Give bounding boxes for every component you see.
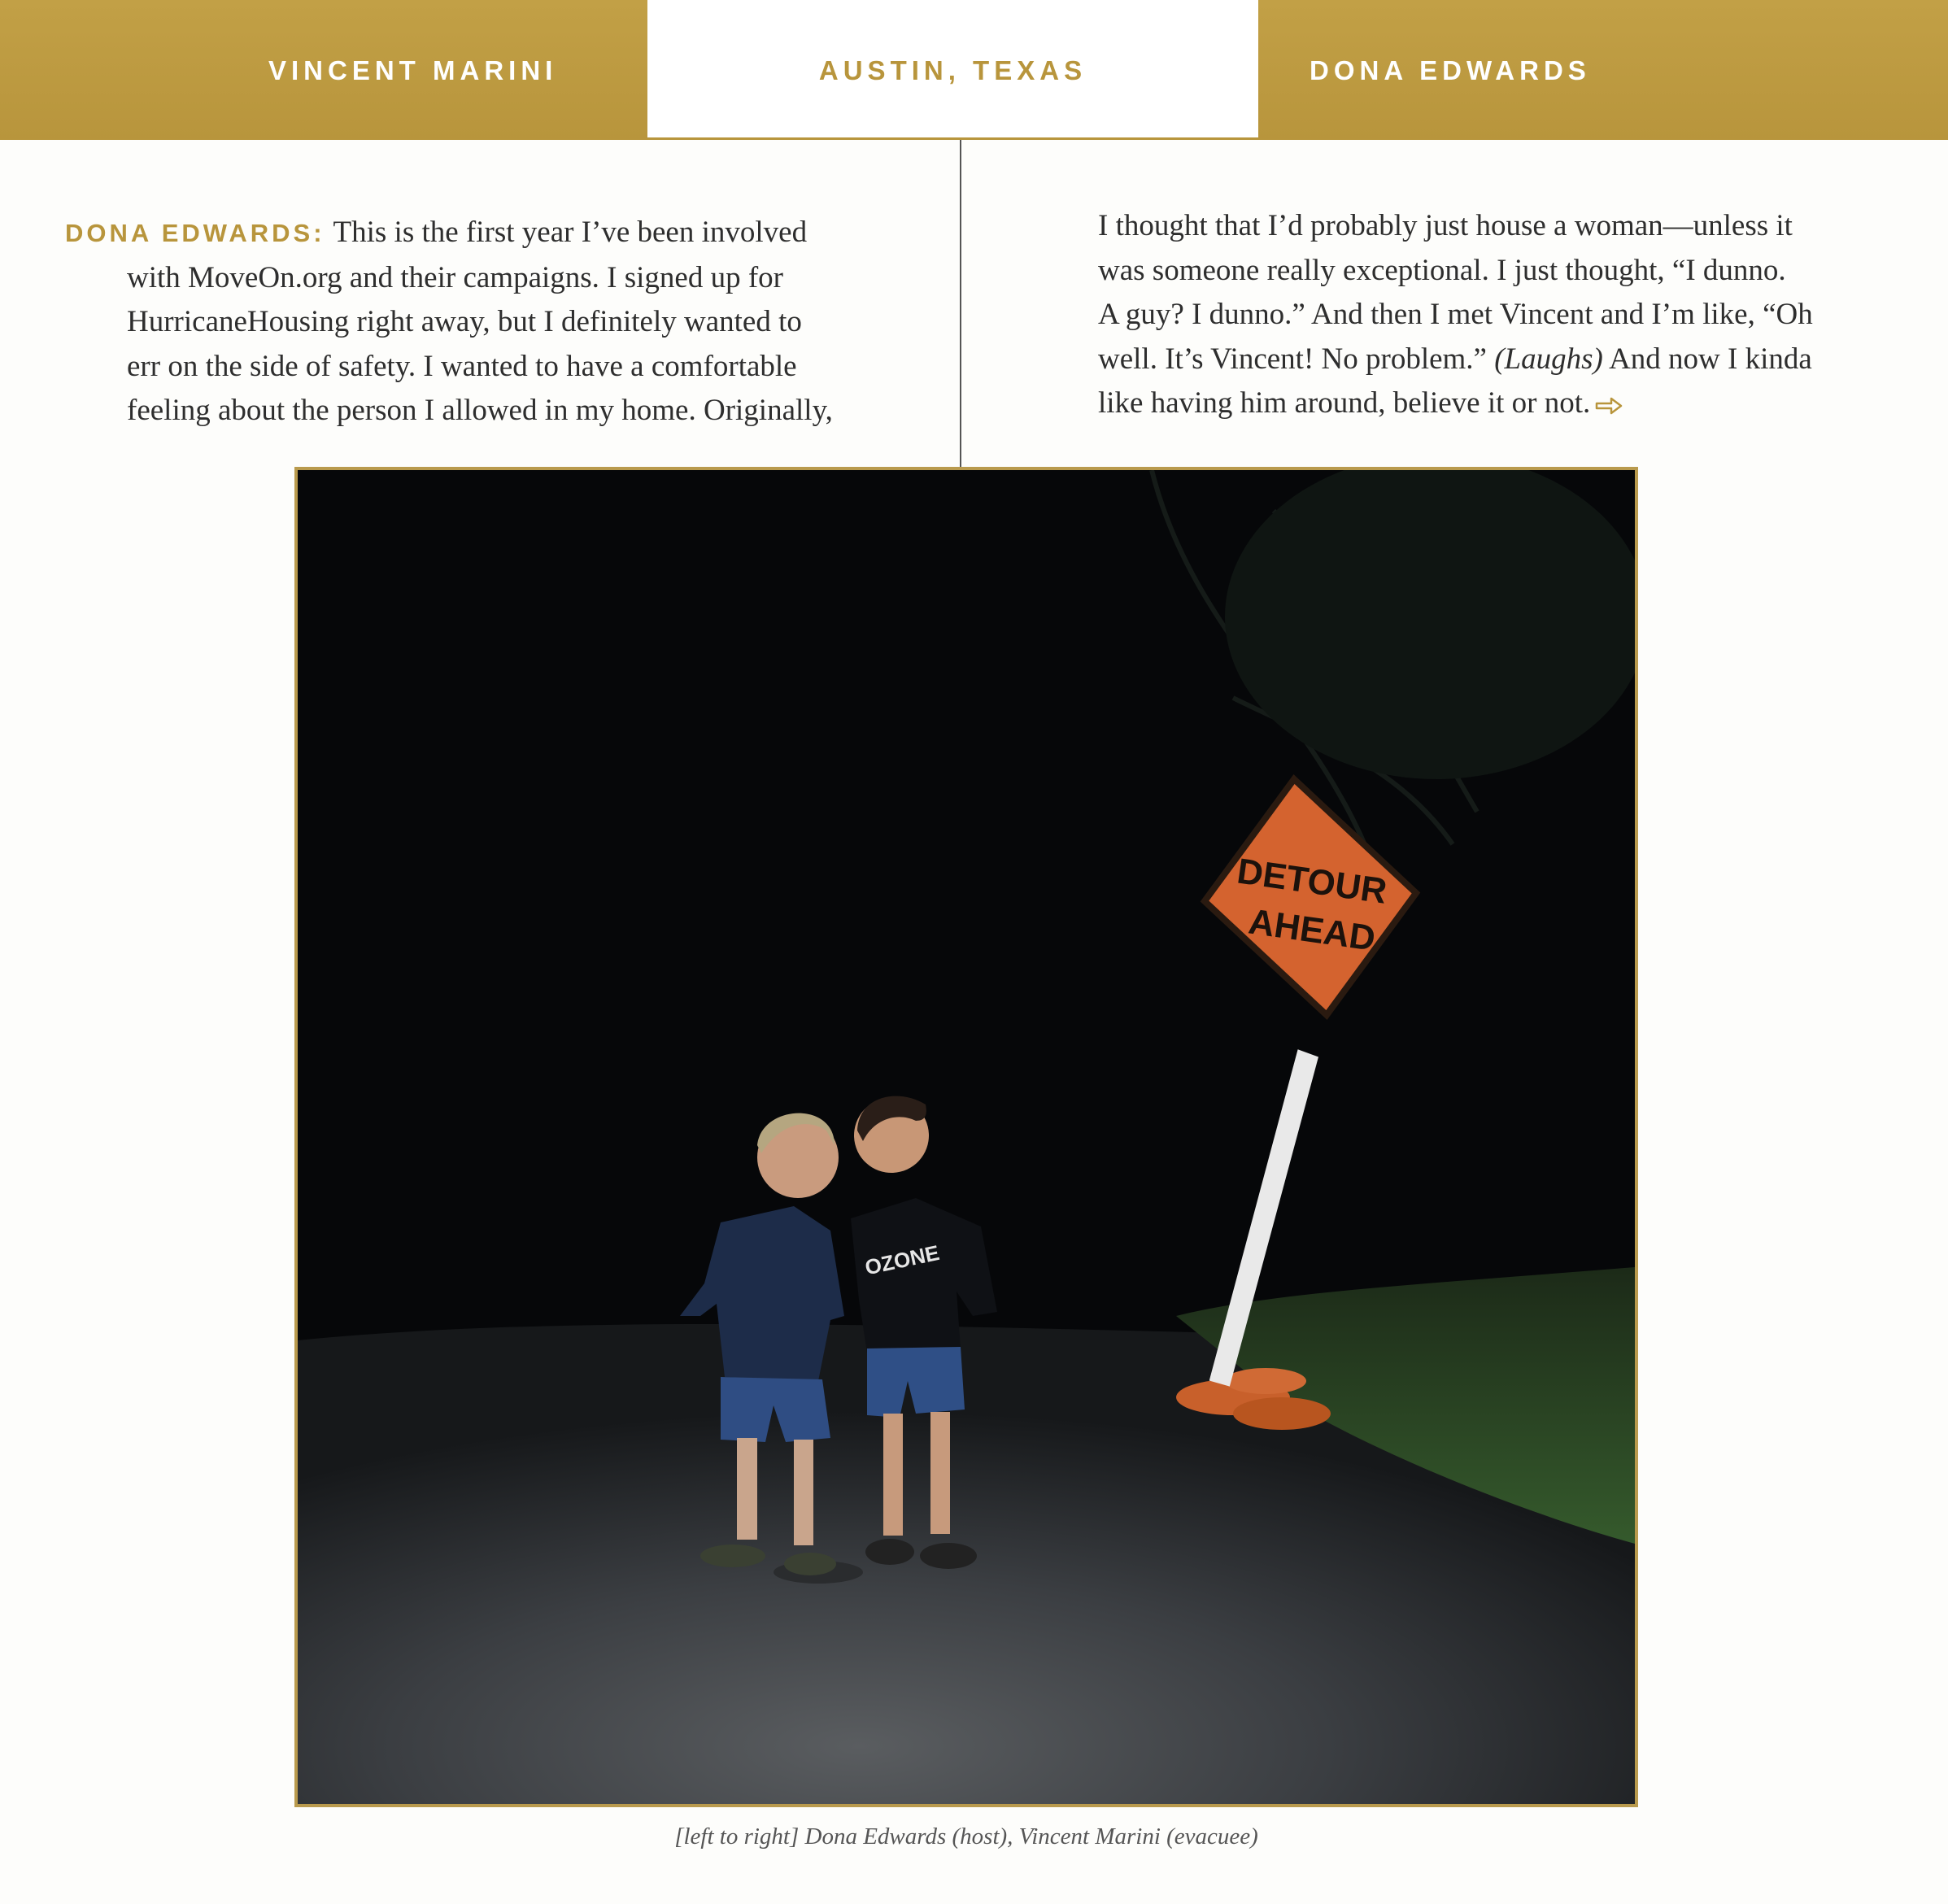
laughs-aside: (Laughs) xyxy=(1494,342,1603,376)
column-divider xyxy=(960,140,961,467)
header-right-name: DONA EDWARDS xyxy=(1310,55,1591,85)
speaker-label: DONA EDWARDS: xyxy=(65,219,325,247)
right-column xyxy=(1098,204,1911,426)
text-line xyxy=(1098,338,1911,382)
header-bar xyxy=(0,0,1948,140)
text-line-content: And now I kinda xyxy=(1609,342,1812,376)
continue-arrow-icon[interactable] xyxy=(1595,397,1623,415)
shirt-logo: OZONE xyxy=(862,1240,942,1280)
text-line-content: like having him around, believe it or not. xyxy=(1098,386,1591,420)
text-line-content: well. It’s Vincent! No problem.” xyxy=(1098,342,1487,376)
text-line: A guy? I dunno.” And then I met Vincent and I’m like, “Oh xyxy=(1098,298,1813,331)
text-line xyxy=(65,211,927,256)
text-line: feeling about the person I allowed in my home. Originally, xyxy=(127,394,833,427)
text-line: err on the side of safety. I wanted to have a comfortable xyxy=(127,349,797,383)
text-line: was someone really exceptional. I just thought, “I dunno. xyxy=(1098,253,1786,287)
header-location-box xyxy=(647,0,1258,137)
text-line: HurricaneHousing right away, but I definitely wanted to xyxy=(127,305,802,338)
sign-line-1: DETOUR xyxy=(1235,851,1390,912)
text-line-content: This is the first year I’ve been involved xyxy=(333,216,808,249)
header-left-name: VINCENT MARINI xyxy=(268,55,558,85)
sign-line-2: AHEAD xyxy=(1246,901,1378,959)
header-location: AUSTIN, TEXAS xyxy=(818,55,1087,85)
photo-caption: [left to right] Dona Edwards (host), Vincent Marini (evacuee) xyxy=(674,1823,1258,1850)
text-line xyxy=(1098,381,1911,426)
text-line: with MoveOn.org and their campaigns. I signed up for xyxy=(127,260,783,294)
photo-frame xyxy=(294,467,1638,1807)
left-column xyxy=(65,211,927,434)
photograph xyxy=(298,470,1635,1804)
text-line: I thought that I’d probably just house a woman—unless it xyxy=(1098,209,1793,242)
